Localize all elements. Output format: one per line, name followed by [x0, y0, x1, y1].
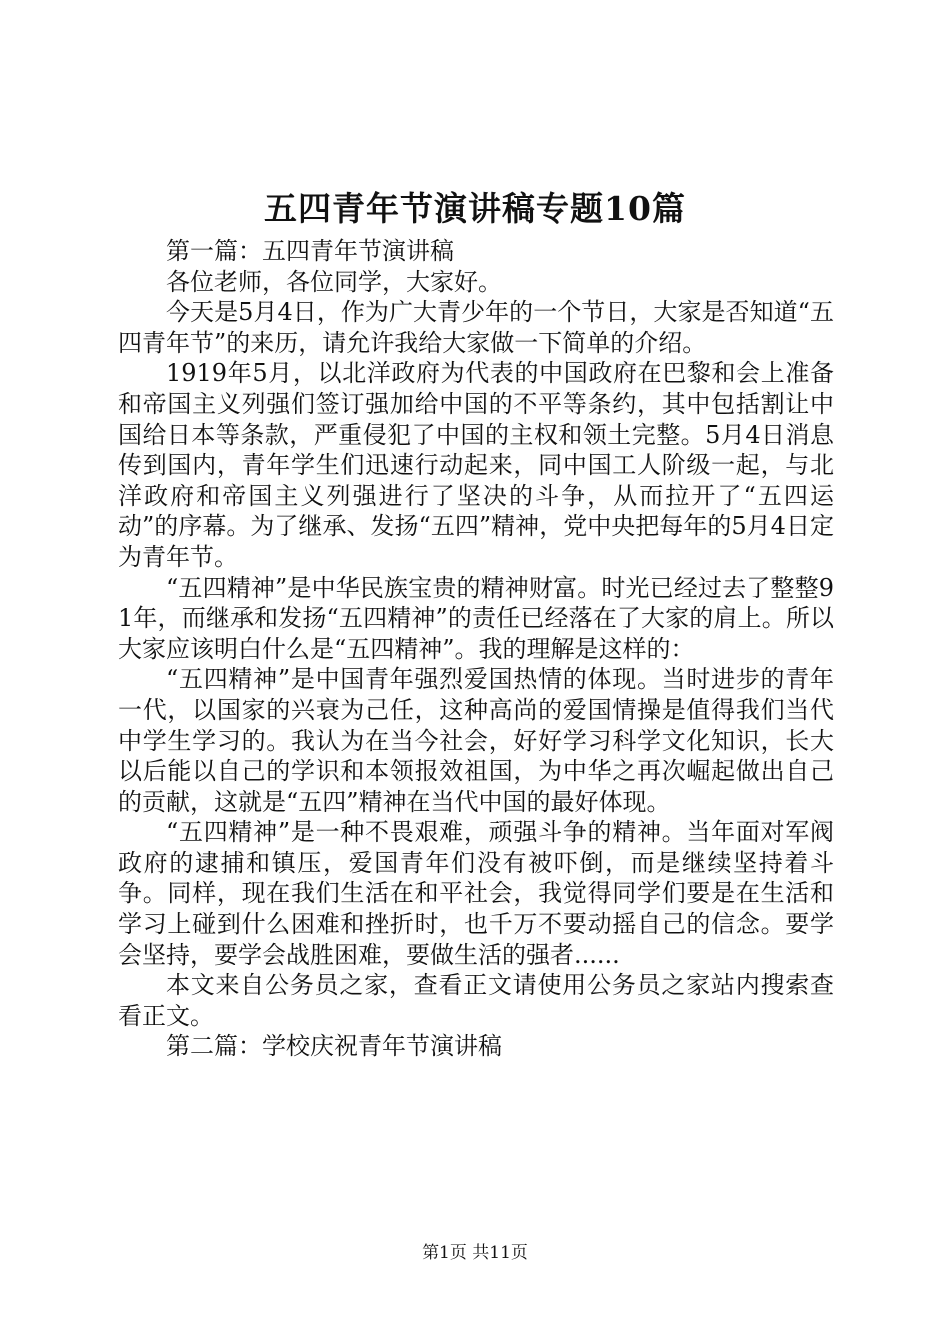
- perseverance-paragraph: “五四精神”是一种不畏艰难，顽强斗争的精神。当年面对军阀政府的逮捕和镇压，爱国青年们没有被吓倒，而是继续坚持着斗争。同样，现在我们生活在和平社会，我觉得同学们要是在生活和学习上碰到什么困难和挫折时，也千万不要动摇自己的信念。要学会坚持，要学会战胜困难，要做生活的强者......: [118, 818, 834, 969]
- document-body: [118, 236, 834, 1062]
- source-note-paragraph: 本文来自公务员之家，查看正文请使用公务员之家站内搜索查看正文。: [118, 971, 834, 1030]
- section-heading-1: 第一篇：五四青年节演讲稿: [166, 237, 454, 265]
- history-paragraph: 1919年5月，以北洋政府为代表的中国政府在巴黎和会上准备和帝国主义列强们签订强加给中国的不平等条约，其中包括割让中国给日本等条款，严重侵犯了中国的主权和领土完整。5月4日消息传到国内，青年学生们迅速行动起来，同中国工人阶级一起，与北洋政府和帝国主义列强进行了坚决的斗争，从而拉开了“五四运动”的序幕。为了继承、发扬“五四”精神，党中央把每年的5月4日定为青年节。: [118, 359, 834, 571]
- document-title: 五四青年节演讲稿专题10篇: [264, 189, 686, 228]
- spirit-paragraph: “五四精神”是中华民族宝贵的精神财富。时光已经过去了整整91年，而继承和发扬“五四精神”的责任已经落在了大家的肩上。所以大家应该明白什么是“五四精神”。我的理解是这样的：: [118, 573, 834, 663]
- greeting-paragraph: 各位老师，各位同学，大家好。: [166, 267, 502, 296]
- patriotism-paragraph: “五四精神”是中国青年强烈爱国热情的体现。当时进步的青年一代，以国家的兴衰为己任，这种高尚的爱国情操是值得我们当代中学生学习的。我认为在当今社会，好好学习科学文化知识，长大以后能以自己的学识和本领报效祖国，为中华之再次崛起做出自己的贡献，这就是“五四”精神在当代中国的最好体现。: [118, 665, 834, 816]
- page-number: 第1页 共11页: [422, 1243, 528, 1263]
- section-heading-2: 第二篇：学校庆祝青年节演讲稿: [166, 1032, 502, 1061]
- intro-paragraph: 今天是5月4日，作为广大青少年的一个节日，大家是否知道“五四青年节”的来历，请允许我给大家做一下简单的介绍。: [118, 298, 834, 357]
